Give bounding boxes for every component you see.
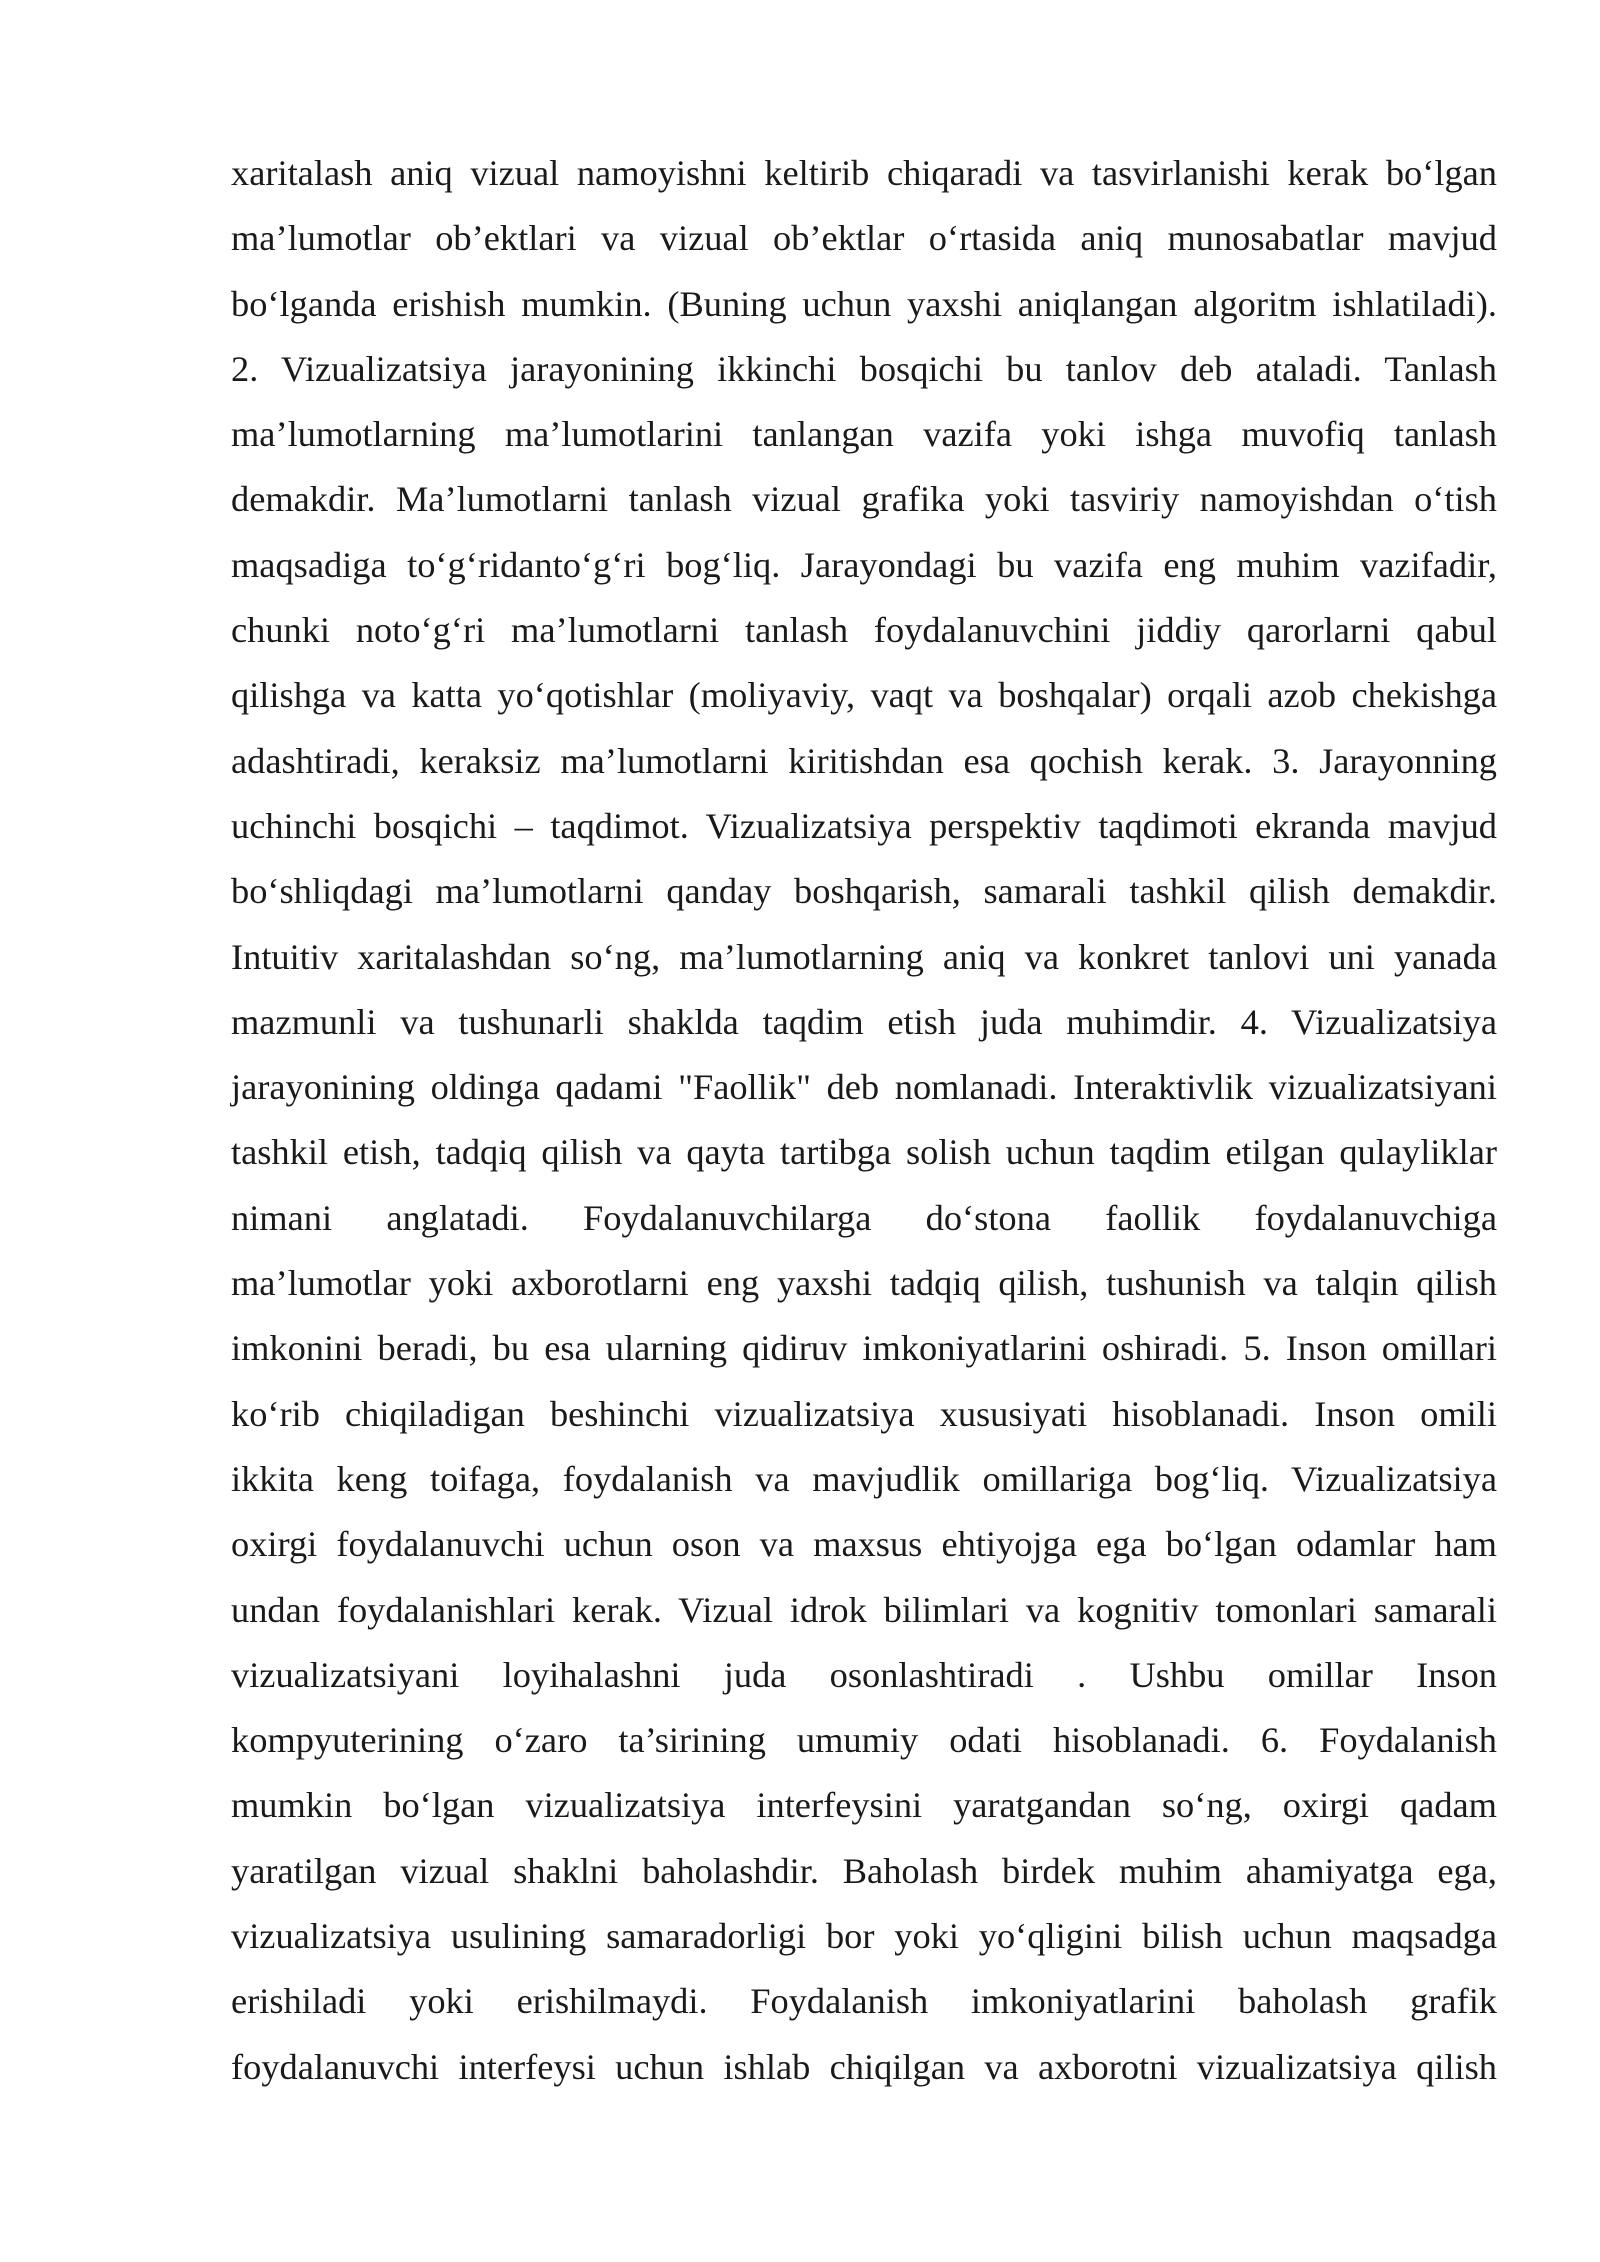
text-line: ma’lumotlar ob’ektlari va vizual ob’ektlar o‘rtasida aniq munosabatlar mavjud xyxy=(231,218,1497,259)
body-text xyxy=(231,141,1497,2100)
text-line: nimani anglatadi. Foydalanuvchilarga do‘stona faollik foydalanuvchiga xyxy=(231,1197,1497,1238)
text-line: ko‘rib chiqiladigan beshinchi vizualizatsiya xususiyati hisoblanadi. Inson omili xyxy=(231,1393,1497,1434)
text-line: chunki noto‘g‘ri ma’lumotlarni tanlash foydalanuvchini jiddiy qarorlarni qabul xyxy=(231,610,1497,651)
text-line: imkonini beradi, bu esa ularning qidiruv imkoniyatlarini oshiradi. 5. Inson omillari xyxy=(231,1328,1497,1369)
text-line: undan foydalanishlari kerak. Vizual idrok bilimlari va kognitiv tomonlari samarali xyxy=(231,1589,1497,1630)
text-line: ma’lumotlarning ma’lumotlarini tanlangan vazifa yoki ishga muvofiq tanlash xyxy=(231,414,1497,455)
text-line: oxirgi foydalanuvchi uchun oson va maxsus ehtiyojga ega bo‘lgan odamlar ham xyxy=(231,1524,1497,1565)
text-line: 2. Vizualizatsiya jarayonining ikkinchi bosqichi bu tanlov deb ataladi. Tanlash xyxy=(231,348,1497,389)
text-line: xaritalash aniq vizual namoyishni keltirib chiqaradi va tasvirlanishi kerak bo‘lgan xyxy=(231,153,1497,193)
text-line: mazmunli va tushunarli shaklda taqdim etish juda muhimdir. 4. Vizualizatsiya xyxy=(231,1001,1497,1042)
text-line: ikkita keng toifaga, foydalanish va mavjudlik omillariga bog‘liq. Vizualizatsiya xyxy=(231,1458,1497,1499)
text-line: qilishga va katta yo‘qotishlar (moliyaviy, vaqt va boshqalar) orqali azob chekishga xyxy=(231,675,1497,716)
text-line: maqsadiga to‘g‘ridanto‘g‘ri bog‘liq. Jarayondagi bu vazifa eng muhim vazifadir, xyxy=(231,544,1497,585)
text-line: yaratilgan vizual shaklni baholashdir. Baholash birdek muhim ahamiyatga ega, xyxy=(231,1850,1497,1891)
text-line: foydalanuvchi interfeysi uchun ishlab chiqilgan va axborotni vizualizatsiya qilish xyxy=(231,2046,1497,2087)
text-line: bo‘lganda erishish mumkin. (Buning uchun yaxshi aniqlangan algoritm ishlatiladi). xyxy=(231,283,1497,324)
text-line: uchinchi bosqichi – taqdimot. Vizualizatsiya perspektiv taqdimoti ekranda mavjud xyxy=(231,805,1497,846)
text-line: jarayonining oldinga qadami "Faollik" deb nomlanadi. Interaktivlik vizualizatsiyani xyxy=(231,1067,1497,1108)
text-line: vizualizatsiyani loyihalashni juda osonlashtiradi . Ushbu omillar Inson xyxy=(231,1654,1497,1695)
text-line: Intuitiv xaritalashdan so‘ng, ma’lumotlarning aniq va konkret tanlovi uni yanada xyxy=(231,936,1497,977)
text-line: ma’lumotlar yoki axborotlarni eng yaxshi tadqiq qilish, tushunish va talqin qilish xyxy=(231,1263,1497,1304)
text-line: adashtiradi, keraksiz ma’lumotlarni kiritishdan esa qochish kerak. 3. Jarayonning xyxy=(231,740,1497,781)
text-line: mumkin bo‘lgan vizualizatsiya interfeysini yaratgandan so‘ng, oxirgi qadam xyxy=(231,1785,1497,1826)
text-line: kompyuterining o‘zaro ta’sirining umumiy odati hisoblanadi. 6. Foydalanish xyxy=(231,1720,1497,1761)
text-line: tashkil etish, tadqiq qilish va qayta tartibga solish uchun taqdim etilgan qulayliklar xyxy=(231,1132,1497,1173)
text-line: vizualizatsiya usulining samaradorligi bor yoki yo‘qligini bilish uchun maqsadga xyxy=(231,1916,1497,1957)
text-line: erishiladi yoki erishilmaydi. Foydalanish imkoniyatlarini baholash grafik xyxy=(231,1981,1497,2022)
text-line: demakdir. Ma’lumotlarni tanlash vizual grafika yoki tasviriy namoyishdan o‘tish xyxy=(231,479,1497,520)
text-line: bo‘shliqdagi ma’lumotlarni qanday boshqarish, samarali tashkil qilish demakdir. xyxy=(231,871,1497,912)
